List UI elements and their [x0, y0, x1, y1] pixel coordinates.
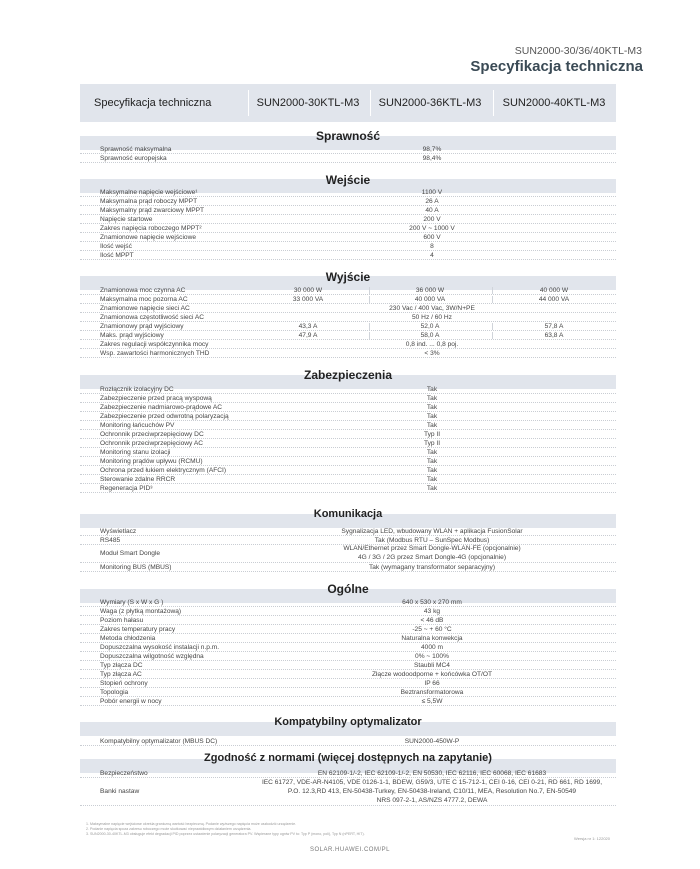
table-row: Zakres temperatury pracy -25 ~ + 60 °C — [80, 625, 616, 634]
table-row: Typ złącza AC Złącze wodoodporne + końcówka OT/OT — [80, 670, 616, 679]
table-row: Znamionowy prąd wyjściowy 43,3 A 52,0 A 57,8 A — [80, 322, 616, 331]
section-title-general: Ogólne — [327, 582, 369, 596]
page-title: Specyfikacja techniczna — [470, 58, 643, 75]
table-row: Ochrona przed łukiem elektrycznym (AFCI) Tak — [80, 466, 616, 475]
table-row: RS485 Tak (Modbus RTU – SunSpec Modbus) — [80, 536, 616, 545]
version-label: Wersja nr 1: 122020 — [574, 836, 610, 841]
section-title-standards: Zgodność z normami (więcej dostępnych na zapytanie) — [204, 752, 492, 764]
table-row: Bezpieczeństwo EN 62109-1/-2, IEC 62109-1/-2, EN 50530, IEC 62116, IEC 60068, IEC 61683 — [80, 769, 616, 778]
table-row: Znamionowe napięcie sieci AC 230 Vac / 400 Vac, 3W/N+PE — [80, 304, 616, 313]
section-title-protection: Zabezpieczenia — [303, 368, 393, 382]
table-row: Monitoring łańcuchów PV Tak — [80, 421, 616, 430]
section-title-efficiency: Sprawność — [315, 129, 381, 143]
section-title-input: Wejście — [325, 173, 371, 187]
section-title-communication: Komunikacja — [313, 508, 383, 520]
table-row: Sprawność europejska 98,4% — [80, 154, 616, 163]
table-row: Kompatybilny optymalizator (MBUS DC) SUN2000-450W-P — [80, 737, 616, 746]
footnote: 2. Podanie napięcia spoza zakresu roboczego może skutkować nieprawidłowym działaniem urządzenia. — [86, 827, 252, 831]
table-row: Ochronnik przeciwprzepięciowy DC Typ II — [80, 430, 616, 439]
section-title-optimizer: Kompatybilny optymalizator — [274, 716, 422, 728]
header-model-36: SUN2000-36KTL-M3 — [378, 97, 482, 109]
table-row: Dopuszczalna wysokość instalacji n.p.m. 4000 m — [80, 643, 616, 652]
table-row: Zabezpieczenie przed pracą wyspową Tak — [80, 394, 616, 403]
website-url: SOLAR.HUAWEI.COM/PL — [310, 847, 390, 853]
table-row: Rozłącznik izolacyjny DC Tak — [80, 385, 616, 394]
table-row: Banki nastaw IEC 61727, VDE-AR-N4105, VDE 0126-1-1, BDEW, G59/3, UTE C 15-712-1, CEI 0-16, CEI 0-21, RD 661, RD 1699, P.O. 12.3,RD 413, EN-50438-Turkey, EN-50438-Ireland, C10/11, MEA, Resolution No.7, EN-50549 NRS 097-2-1, AS/NZS 4777.2, DEWA — [80, 778, 616, 806]
table-row: Wsp. zawartości harmonicznych THD < 3% — [80, 349, 616, 358]
table-row: Sterowanie zdalne RRCR Tak — [80, 475, 616, 484]
header-model-40: SUN2000-40KTL-M3 — [502, 97, 606, 109]
table-row: Regeneracja PID³ Tak — [80, 484, 616, 493]
table-row: Pobór energii w nocy ≤ 5,5W — [80, 697, 616, 706]
table-row: Monitoring stanu izolacji Tak — [80, 448, 616, 457]
table-row: Metoda chłodzenia Naturalna konwekcja — [80, 634, 616, 643]
table-row: Znamionowa moc czynna AC 30 000 W 36 000 W 40 000 W — [80, 286, 616, 295]
table-row: Moduł Smart Dongle WLAN/Ethernet przez Smart Dongle-WLAN-FE (opcjonalnie) 4G / 3G / 2G przez Smart Dongle-4G (opcjonalnie) — [80, 545, 616, 563]
table-row: Maksymalna moc pozorna AC 33 000 VA 40 000 VA 44 000 VA — [80, 295, 616, 304]
table-row: Zakres napięcia roboczego MPPT² 200 V ~ 1000 V — [80, 224, 616, 233]
table-header — [80, 84, 616, 122]
table-row: Zabezpieczenie nadmiarowo-prądowe AC Tak — [80, 403, 616, 412]
table-row: Stopień ochrony IP 66 — [80, 679, 616, 688]
table-row: Waga (z płytką montażową) 43 kg — [80, 607, 616, 616]
table-row: Zakres regulacji współczynnika mocy 0,8 ind. ... 0,8 poj. — [80, 340, 616, 349]
table-row: Topologia Beztransformatorowa — [80, 688, 616, 697]
table-row: Ilość MPPT 4 — [80, 251, 616, 260]
table-row: Ochronnik przeciwprzepięciowy AC Typ II — [80, 439, 616, 448]
table-row: Maks. prąd wyjściowy 47,9 A 58,0 A 63,8 A — [80, 331, 616, 340]
table-row: Zabezpieczenie przed odwrotną polaryzacją Tak — [80, 412, 616, 421]
table-row: Typ złącza DC Staubli MC4 — [80, 661, 616, 670]
footnote: 3. SUN2000-30-40KTL-M3 obsługuje efekt degradacji PID poprzez ustawienie polaryzacji generatora PV. Wspierane typy ogniw PV to: Typ P (mono, poli), Typ N (nPERT, HIT). — [86, 832, 365, 836]
table-row: Maksymalny prąd zwarciowy MPPT 40 A — [80, 206, 616, 215]
table-row: Wyświetlacz Sygnalizacja LED, wbudowany WLAN + aplikacja FusionSolar — [80, 527, 616, 536]
table-row: Znamionowa częstotliwość sieci AC 50 Hz / 60 Hz — [80, 313, 616, 322]
table-row: Dopuszczalna wilgotność względna 0% ~ 100% — [80, 652, 616, 661]
table-row: Napięcie startowe 200 V — [80, 215, 616, 224]
table-row: Maksymalne napięcie wejściowe¹ 1100 V — [80, 188, 616, 197]
table-row: Maksymalna prąd roboczy MPPT 26 A — [80, 197, 616, 206]
table-row: Ilość wejść 8 — [80, 242, 616, 251]
table-row: Wymiary (S x W x G ) 640 x 530 x 270 mm — [80, 598, 616, 607]
table-row: Poziom hałasu < 46 dB — [80, 616, 616, 625]
header-model-30: SUN2000-30KTL-M3 — [256, 97, 360, 109]
section-title-output: Wyjście — [325, 270, 371, 284]
header-model: SUN2000-30/36/40KTL-M3 — [514, 45, 642, 57]
table-row: Znamionowe napięcie wejściowe 600 V — [80, 233, 616, 242]
footnote: 1. Maksymalne napięcie wejściowe określa graniczną wartość bezpieczną. Podanie wyższego napięcia może uszkodzić urządzenie. — [86, 822, 297, 826]
header-spec-label: Specyfikacja techniczna — [94, 97, 212, 109]
table-row: Sprawność maksymalna 98,7% — [80, 145, 616, 154]
table-row: Monitoring BUS (MBUS) Tak (wymagany transformator separacyjny) — [80, 563, 616, 572]
table-row: Monitoring prądów upływu (RCMU) Tak — [80, 457, 616, 466]
